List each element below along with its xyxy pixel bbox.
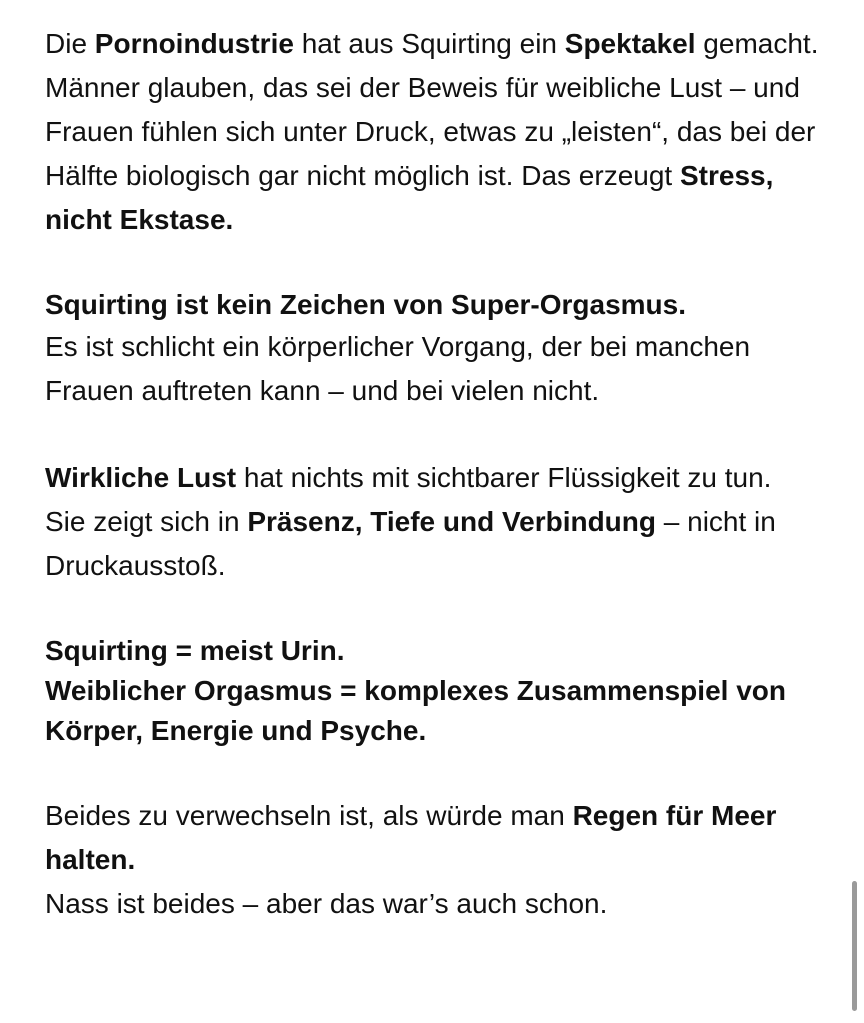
bold-heading: Squirting ist kein Zeichen von Super-Orgasmus. <box>45 289 687 320</box>
document-body <box>45 22 835 926</box>
text: Es ist schlicht ein körperlicher Vorgang, der bei manchen Frauen auftreten kann – und bei vielen nicht. <box>45 331 751 406</box>
paragraph-spacer <box>45 588 835 631</box>
paragraph-real-pleasure <box>45 456 835 588</box>
text: Beides zu verwechseln ist, als würde man <box>45 800 573 831</box>
bold-text: Stress, nicht Ekstase. <box>45 160 774 235</box>
text: Sie zeigt sich in <box>45 506 248 537</box>
paragraph-porn-industry <box>45 22 835 242</box>
paragraph-rain-sea <box>45 794 835 926</box>
text: hat nichts mit sichtbarer Flüssigkeit zu tun. <box>236 462 772 493</box>
text: – nicht in Druckausstoß. <box>45 506 776 581</box>
text: hat aus Squirting ein <box>293 28 565 59</box>
bold-text: Regen für Meer halten. <box>45 800 777 875</box>
bold-text: Squirting = meist Urin. <box>45 635 345 666</box>
paragraph-spacer <box>45 242 835 285</box>
paragraph-no-super-orgasm <box>45 285 835 413</box>
bold-text: Spektakel <box>564 28 696 59</box>
bold-text: Wirkliche Lust <box>45 462 237 493</box>
text: gemacht. Männer glauben, das sei der Beweis für weibliche Lust – und Frauen fühlen sich unter Druck, etwas zu „leisten“, das bei der Hälfte biologisch gar nicht möglich ist. Das erzeugt <box>45 28 819 191</box>
paragraph-spacer <box>45 751 835 794</box>
bold-text: Weiblicher Orgasmus = komplexes Zusammenspiel von Körper, Energie und Psyche. <box>45 675 786 746</box>
scrollbar[interactable] <box>852 881 857 1011</box>
paragraph-definitions <box>45 631 835 751</box>
paragraph-spacer <box>45 413 835 456</box>
text: Die <box>45 28 95 59</box>
text: Nass ist beides – aber das war’s auch schon. <box>45 888 608 919</box>
bold-text: Pornoindustrie <box>94 28 294 59</box>
bold-text: Präsenz, Tiefe und Verbindung <box>247 506 656 537</box>
